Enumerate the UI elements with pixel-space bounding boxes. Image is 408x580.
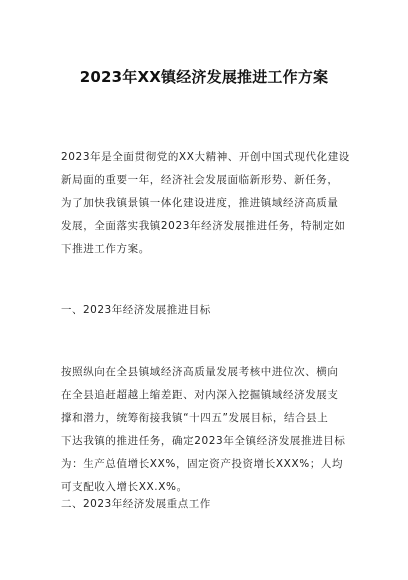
section-1-line: 撑和潜力，统筹衔接我镇“十四五”发展目标，结合县上 xyxy=(61,412,329,424)
intro-line: 为了加快我镇景镇一体化建设进度，推进镇域经济高质量 xyxy=(61,197,339,209)
section-2-heading: 二、2023年经济发展重点工作 xyxy=(61,498,211,510)
section-1-paragraph xyxy=(61,361,353,499)
intro-line: 新局面的重要一年，经济社会发展面临新形势、新任务， xyxy=(61,174,339,186)
intro-line: 发展，全面落实我镇2023年经济发展推进任务，特制定如 xyxy=(61,220,346,232)
section-1-line: 按照纵向在全县镇域经济高质量发展考核中进位次、横向 xyxy=(61,366,339,378)
section-1-heading: 一、2023年经济发展推进目标 xyxy=(61,304,211,316)
intro-line: 2023年是全面贯彻党的XX大精神、开创中国式现代化建设 xyxy=(61,151,350,163)
document-title: 2023年XX镇经济发展推进工作方案 xyxy=(79,68,329,86)
section-1-line: 为：生产总值增长XX%，固定资产投资增长XXX%；人均 xyxy=(61,458,344,470)
section-1-line: 在全县追赶超越上缩差距、对内深入挖掘镇域经济发展支 xyxy=(61,389,339,401)
section-1-line: 下达我镇的推进任务，确定2023年全镇经济发展推进目标 xyxy=(61,435,346,447)
section-1-line: 可支配收入增长XX.X%。 xyxy=(61,481,188,493)
intro-line: 下推进工作方案。 xyxy=(61,243,150,255)
intro-paragraph xyxy=(61,146,353,261)
